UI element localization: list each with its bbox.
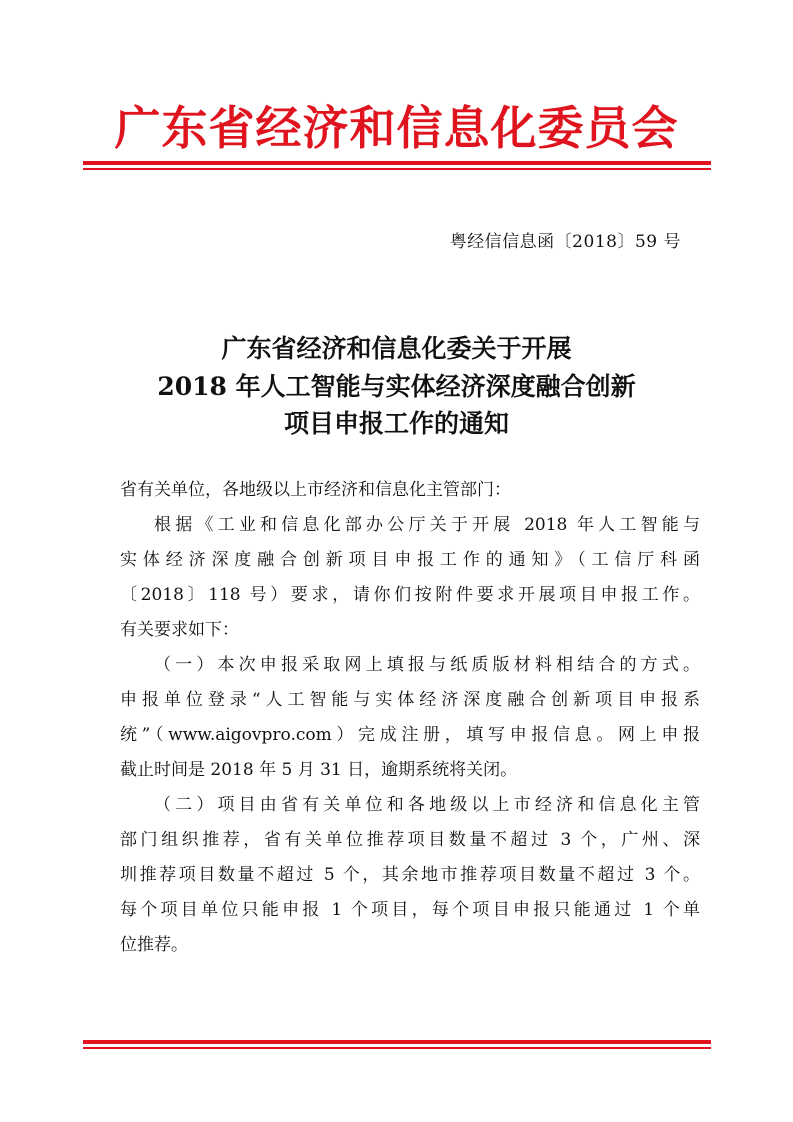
body-line: （一）本次申报采取网上填报与纸质版材料相结合的方式。 [154,655,700,675]
title-line-1: 广东省经济和信息化委关于开展 [221,334,572,363]
body-line: （二）项目由省有关单位和各地级以上市经济和信息化主管 [154,795,700,815]
body-line: 实体经济深度融合创新项目申报工作的通知》（工信厅科函 [120,550,700,570]
document-body [120,473,700,963]
header-red-rule-thick [83,161,711,165]
issuer-header: 广东省经济和信息化委员会 [114,101,679,155]
body-line: 位推荐。 [120,935,188,955]
body-line: 截止时间是 2018 年 5 月 31 日，逾期系统将关闭。 [120,760,518,780]
body-line: 根据《工业和信息化部办公厅关于开展 2018 年人工智能与 [154,515,700,535]
footer-red-rule-thin [83,1047,711,1049]
title-line-3: 项目申报工作的通知 [283,409,509,438]
body-line: 部门组织推荐，省有关单位推荐项目数量不超过 3 个，广州、深 [120,830,700,850]
body-line: 有关要求如下： [120,620,239,640]
document-number: 粤经信信息函〔2018〕59 号 [449,232,681,252]
body-line: 圳推荐项目数量不超过 5 个，其余地市推荐项目数量不超过 3 个。 [120,865,700,885]
body-line: 每个项目单位只能申报 1 个项目，每个项目申报只能通过 1 个单 [120,900,700,920]
body-line: 申报单位登录“人工智能与实体经济深度融合创新项目申报系 [120,690,700,710]
body-line: 统”（www.aigovpro.com）完成注册，填写申报信息。网上申报 [120,725,700,745]
title-line-2: 2018 年人工智能与实体经济深度融合创新 [157,372,636,401]
salutation: 省有关单位，各地级以上市经济和信息化主管部门： [120,480,511,500]
footer-red-rule-thick [83,1040,711,1044]
header-red-rule-thin [83,168,711,170]
body-line: 〔2018〕118 号）要求，请你们按附件要求开展项目申报工作。 [120,585,700,605]
